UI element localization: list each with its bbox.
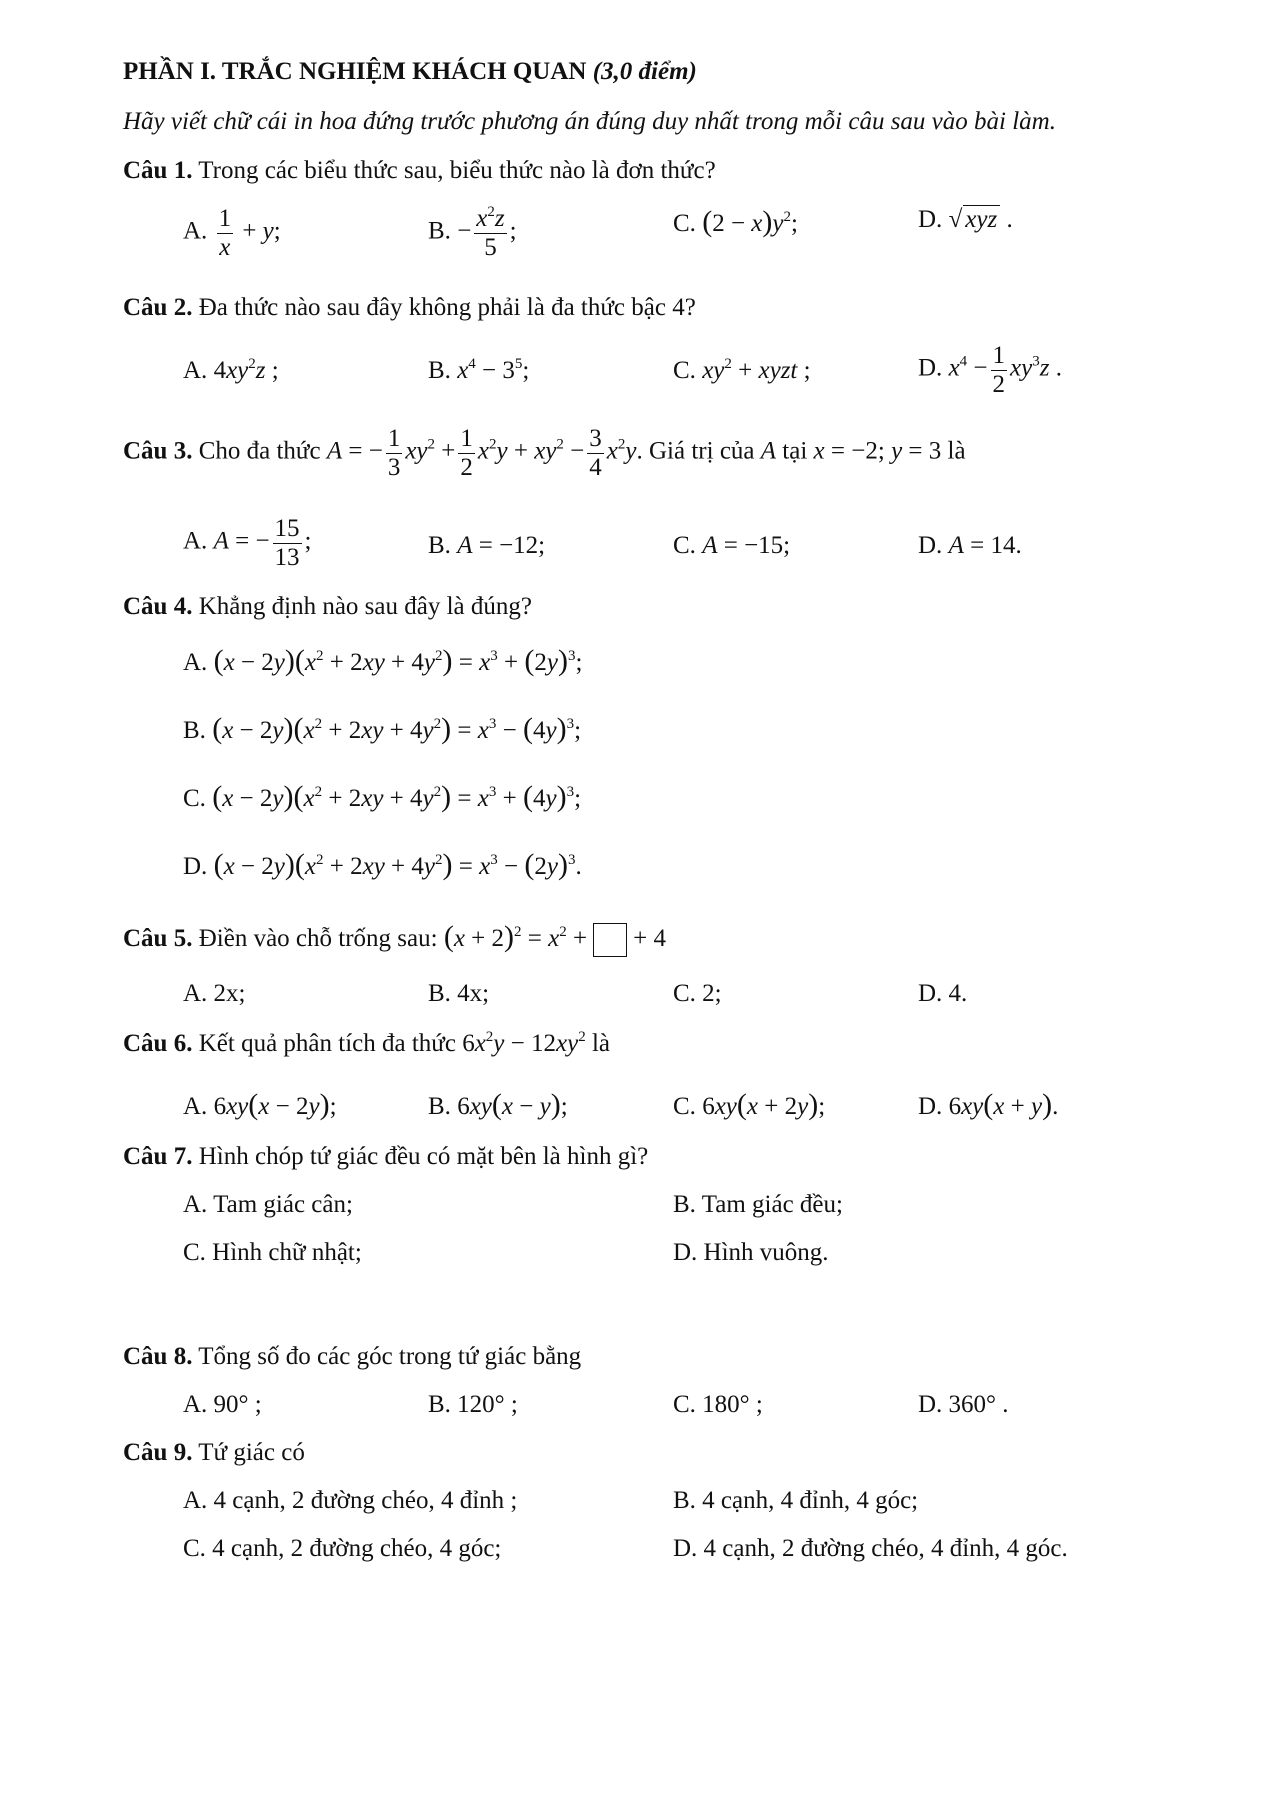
question-text: Đa thức nào sau đây không phải là đa thức bậc 4? bbox=[198, 294, 696, 321]
instruction: Hãy viết chữ cái in hoa đứng trước phương án đúng duy nhất trong mỗi câu sau vào bài làm. bbox=[123, 108, 1056, 135]
question-1 bbox=[123, 157, 716, 185]
question-text: Kết quả phân tích đa thức bbox=[198, 1030, 456, 1057]
fraction: $\frac{15}{13}$ bbox=[274, 515, 300, 571]
question-text: Trong các biểu thức sau, biểu thức nào là đơn thức? bbox=[198, 157, 716, 184]
question-text-post: là bbox=[591, 1030, 611, 1057]
fraction: $\frac{1}{3}$ bbox=[387, 425, 401, 481]
q9-option-c: C. 4 cạnh, 2 đường chéo, 4 góc; bbox=[183, 1535, 502, 1562]
question-text: Tứ giác có bbox=[198, 1439, 305, 1466]
option-letter: C. bbox=[673, 210, 696, 237]
option-letter: B. bbox=[428, 532, 451, 559]
option-letter: C. bbox=[183, 785, 206, 812]
section-title-text: PHẦN I. TRẮC NGHIỆM KHÁCH QUAN bbox=[123, 58, 587, 85]
q8-option-d: D. 360° . bbox=[918, 1391, 1009, 1418]
q1-option-b: B. − $\frac{x^2z}{5}$ ; bbox=[428, 204, 517, 261]
q8-option-a: A. 90° ; bbox=[183, 1391, 262, 1418]
q3-option-a: A. A = − $\frac{15}{13}$ ; bbox=[183, 515, 312, 571]
q4-option-b: B. $(x - 2y)(x^2 + 2xy + 4y^2) = x^3 - (4y)^3$; bbox=[183, 712, 582, 745]
fraction: $\frac{3}{4}$ bbox=[589, 425, 602, 481]
question-4 bbox=[123, 593, 532, 621]
question-3: Câu 3. Cho đa thức A = − $\frac{1}{3}$ $xy^2$ + $\frac{1}{2}$ $x^2y + xy^2$ − $\frac{3}{4}$ $x^2y$. Giá trị của A tại x = −2; y = 3 là bbox=[123, 425, 966, 481]
q6-option-b: B. 6xy(x − y); bbox=[428, 1088, 568, 1121]
q8-option-c: C. 180° ; bbox=[673, 1391, 763, 1418]
q1-option-d: D. √ xyz . bbox=[918, 206, 1013, 233]
option-letter: D. bbox=[918, 354, 943, 382]
option-letter: B. bbox=[428, 1093, 451, 1120]
q6-option-d: D. 6xy(x + y). bbox=[918, 1088, 1059, 1121]
option-letter: A. bbox=[183, 527, 208, 555]
question-text-mid: . Giá trị của bbox=[636, 437, 755, 465]
option-letter: A. bbox=[183, 217, 208, 245]
option-letter: B. bbox=[428, 217, 451, 245]
option-letter: B. bbox=[183, 717, 206, 744]
question-label: Câu 7. bbox=[123, 1143, 193, 1170]
option-letter: A. bbox=[183, 649, 208, 676]
q7-option-c: C. Hình chữ nhật; bbox=[183, 1239, 362, 1266]
question-label: Câu 4. bbox=[123, 593, 193, 620]
q5-option-a: A. 2x; bbox=[183, 980, 246, 1007]
q2-option-d: D. $x^4$ − $\frac{1}{2}$ $xy^3z$ . bbox=[918, 342, 1062, 398]
question-text-at: tại bbox=[782, 437, 808, 465]
fraction: $\frac{1}{x}$ bbox=[218, 205, 232, 261]
question-label: Câu 6. bbox=[123, 1030, 193, 1057]
section-title bbox=[123, 58, 697, 86]
question-9 bbox=[123, 1439, 305, 1467]
q7-option-d: D. Hình vuông. bbox=[673, 1239, 829, 1266]
q5-option-b: B. 4x; bbox=[428, 980, 490, 1007]
q3-option-d: D. A = 14. bbox=[918, 532, 1022, 559]
option-letter: D. bbox=[918, 532, 943, 559]
option-letter: C. bbox=[673, 1093, 696, 1120]
question-text: Cho đa thức bbox=[198, 437, 321, 465]
option-letter: C. bbox=[673, 357, 696, 384]
question-7 bbox=[123, 1143, 648, 1171]
question-8 bbox=[123, 1343, 581, 1371]
question-text: Hình chóp tứ giác đều có mặt bên là hình gì? bbox=[198, 1143, 649, 1170]
q2-option-c: C. $xy^2$ + xyzt ; bbox=[673, 356, 811, 384]
question-label: Câu 1. bbox=[123, 157, 193, 184]
fraction: $\frac{1}{2}$ bbox=[460, 425, 473, 481]
option-letter: A. bbox=[183, 1093, 208, 1120]
option-letter: A. bbox=[183, 357, 208, 384]
question-text-post: là bbox=[947, 437, 966, 465]
section-points: (3,0 điểm) bbox=[592, 58, 697, 85]
q9-option-b: B. 4 cạnh, 4 đỉnh, 4 góc; bbox=[673, 1487, 919, 1514]
q7-option-b: B. Tam giác đều; bbox=[673, 1191, 843, 1218]
q8-option-b: B. 120° ; bbox=[428, 1391, 518, 1418]
q4-option-a: A. $(x - 2y)(x^2 + 2xy + 4y^2) = x^3 + (2y)^3$; bbox=[183, 644, 583, 677]
option-letter: D. bbox=[183, 853, 208, 880]
q9-option-d: D. 4 cạnh, 2 đường chéo, 4 đỉnh, 4 góc. bbox=[673, 1535, 1068, 1562]
question-6: Câu 6. Kết quả phân tích đa thức $6x^2y - 12xy^2$ là bbox=[123, 1029, 611, 1057]
q6-option-a: A. 6xy(x − 2y); bbox=[183, 1088, 337, 1121]
fraction: $\frac{1}{2}$ bbox=[992, 342, 1006, 398]
q2-option-a: A. $4xy^2z$ ; bbox=[183, 356, 279, 384]
blank-box bbox=[593, 923, 627, 957]
question-label: Câu 2. bbox=[123, 294, 193, 321]
question-label: Câu 3. bbox=[123, 437, 193, 465]
option-letter: D. bbox=[918, 1093, 943, 1120]
option-letter: D. bbox=[918, 206, 943, 233]
q4-option-c: C. $(x - 2y)(x^2 + 2xy + 4y^2) = x^3 + (4y)^3$; bbox=[183, 780, 582, 813]
question-label: Câu 9. bbox=[123, 1439, 193, 1466]
q3-option-c: C. A = −15; bbox=[673, 532, 791, 559]
question-label: Câu 5. bbox=[123, 925, 193, 952]
option-letter: C. bbox=[673, 532, 696, 559]
question-text: Điền vào chỗ trống sau: bbox=[198, 925, 438, 952]
q7-option-a: A. Tam giác cân; bbox=[183, 1191, 353, 1218]
q2-option-b: B. $x^4 - 3^5$; bbox=[428, 356, 530, 384]
option-letter: B. bbox=[428, 357, 451, 384]
question-text: Khẳng định nào sau đây là đúng? bbox=[198, 593, 532, 620]
q3-option-b: B. A = −12; bbox=[428, 532, 546, 559]
q5-option-c: C. 2; bbox=[673, 980, 722, 1007]
q9-option-a: A. 4 cạnh, 2 đường chéo, 4 đỉnh ; bbox=[183, 1487, 518, 1514]
q6-option-c: C. 6xy(x + 2y); bbox=[673, 1088, 826, 1121]
q4-option-d: D. $(x - 2y)(x^2 + 2xy + 4y^2) = x^3 - (2y)^3$. bbox=[183, 848, 582, 881]
q5-option-d: D. 4. bbox=[918, 980, 968, 1007]
fraction: $\frac{x^2z}{5}$ bbox=[476, 204, 505, 261]
q1-option-a: A. $\frac{1}{x}$ + y; bbox=[183, 205, 281, 261]
question-2 bbox=[123, 294, 696, 322]
question-5: Câu 5. Điền vào chỗ trống sau: $(x + 2)^2 = x^2$ + + 4 bbox=[123, 920, 666, 957]
question-label: Câu 8. bbox=[123, 1343, 193, 1370]
question-text: Tổng số đo các góc trong tứ giác bằng bbox=[198, 1343, 582, 1370]
q1-option-c: C. $(2 - x)y^2$; bbox=[673, 205, 798, 238]
